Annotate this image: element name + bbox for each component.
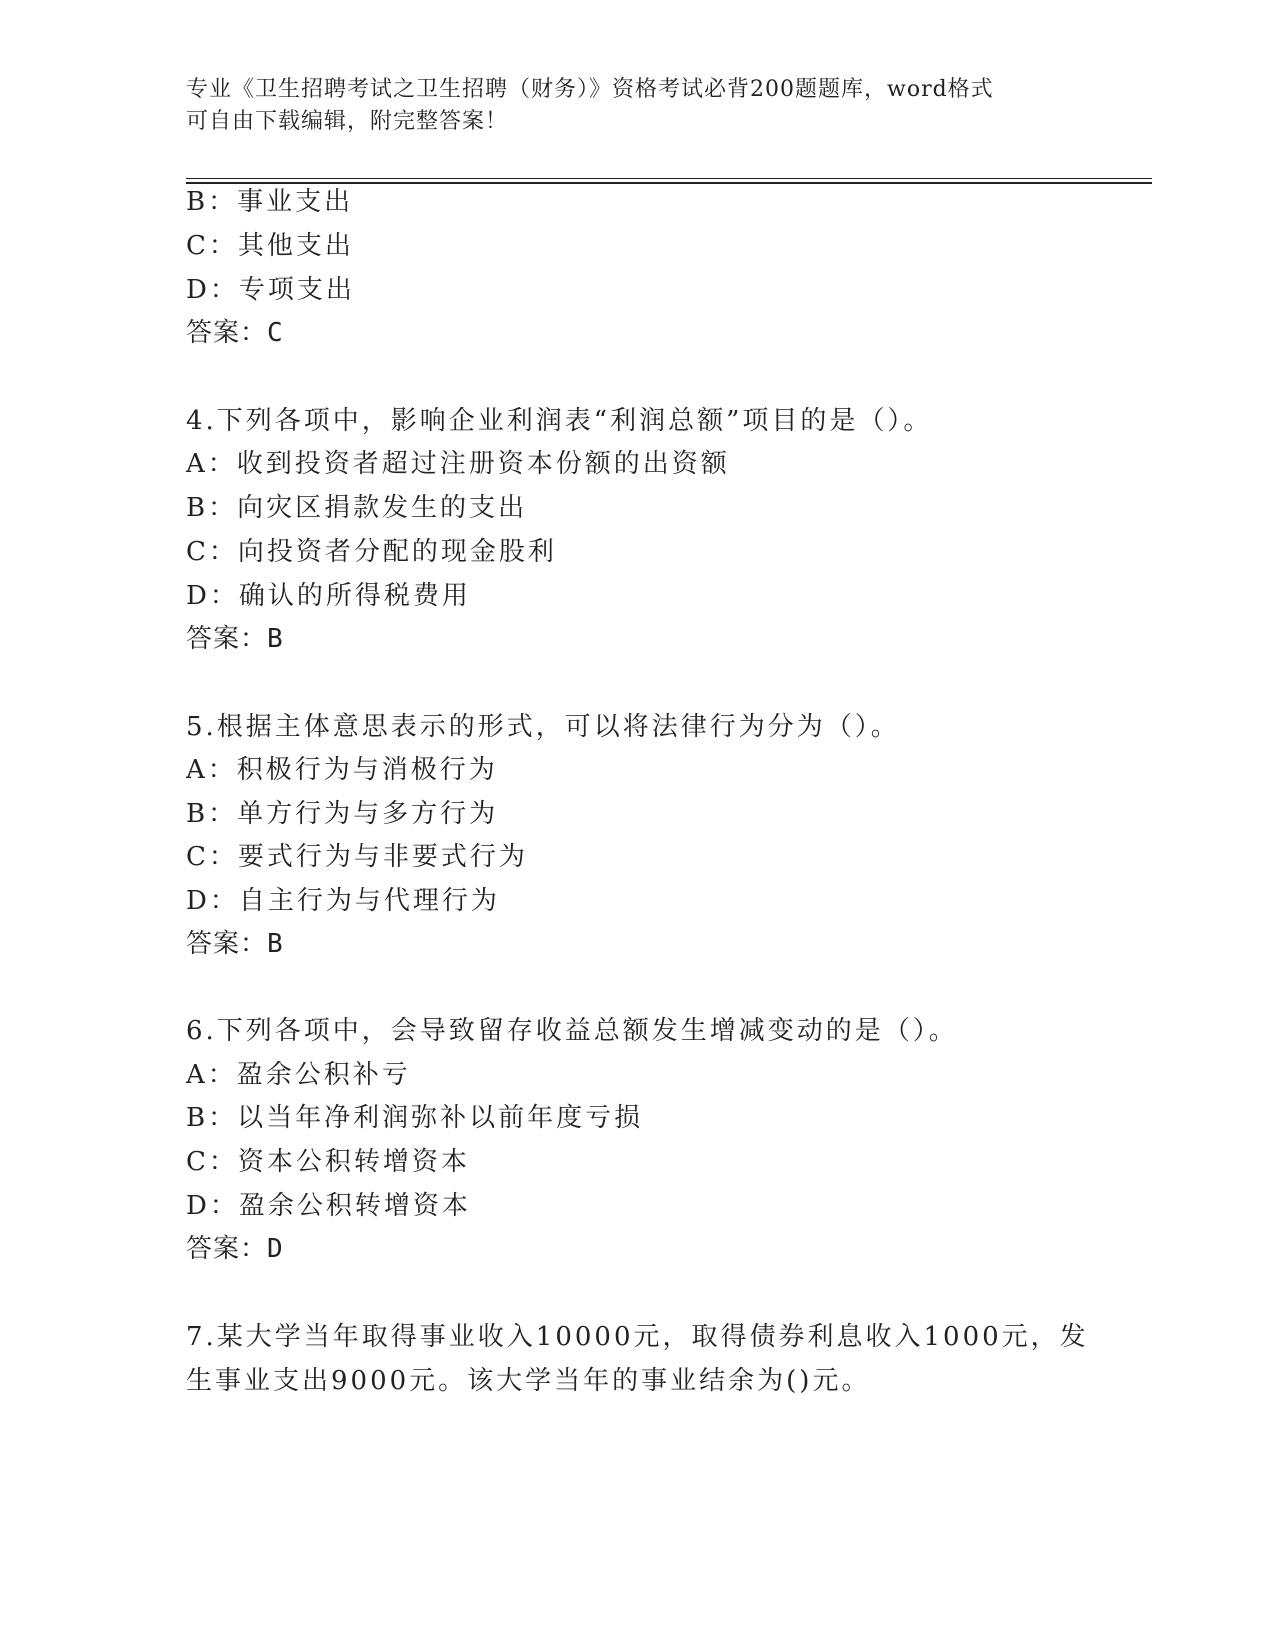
q4-question: 4.下列各项中，影响企业利润表“利润总额”项目的是（）。 bbox=[186, 406, 933, 436]
answer-label: 答案： bbox=[186, 318, 268, 348]
q5-option-d: D：自主行为与代理行为 bbox=[186, 886, 500, 916]
q4-option-d: D：确认的所得税费用 bbox=[186, 581, 471, 611]
header-divider-thick bbox=[186, 182, 1152, 184]
header-line-2: 可自由下载编辑，附完整答案！ bbox=[186, 109, 509, 134]
answer-label: 答案： bbox=[186, 929, 268, 959]
answer-value: D bbox=[267, 1234, 284, 1264]
header-divider-thin bbox=[186, 178, 1152, 179]
q5-option-c: C：要式行为与非要式行为 bbox=[186, 842, 528, 872]
q7-question-line-2: 生事业支出9000元。该大学当年的事业结余为()元。 bbox=[186, 1366, 871, 1396]
q7-question-line-1: 7.某大学当年取得事业收入10000元，取得债券利息收入1000元，发 bbox=[186, 1322, 1089, 1352]
q4-option-a: A：收到投资者超过注册资本份额的出资额 bbox=[186, 449, 730, 479]
q6-answer bbox=[186, 1232, 284, 1266]
answer-label: 答案： bbox=[186, 1234, 268, 1264]
answer-value: B bbox=[267, 624, 284, 654]
q4-option-b: B：向灾区捐款发生的支出 bbox=[186, 493, 528, 523]
answer-value: C bbox=[267, 318, 284, 348]
header-line-1: 专业《卫生招聘考试之卫生招聘（财务）》资格考试必背200题题库，word格式 bbox=[186, 77, 994, 102]
q5-answer bbox=[186, 927, 284, 961]
q4-option-c: C：向投资者分配的现金股利 bbox=[186, 537, 557, 567]
q4-answer bbox=[186, 622, 284, 656]
answer-value: B bbox=[267, 929, 284, 959]
answer-label: 答案： bbox=[186, 624, 268, 654]
q6-option-c: C：资本公积转增资本 bbox=[186, 1147, 470, 1177]
q6-option-b: B：以当年净利润弥补以前年度亏损 bbox=[186, 1103, 644, 1133]
q3-option-d: D：专项支出 bbox=[186, 275, 355, 305]
q6-option-a: A：盈余公积补亏 bbox=[186, 1060, 411, 1090]
document-header bbox=[186, 74, 1086, 138]
q3-option-c: C：其他支出 bbox=[186, 231, 354, 261]
q5-option-a: A：积极行为与消极行为 bbox=[186, 755, 498, 785]
q3-answer bbox=[186, 316, 284, 350]
q3-option-b: B：事业支出 bbox=[186, 187, 354, 217]
q6-question: 6.下列各项中，会导致留存收益总额发生增减变动的是（）。 bbox=[186, 1016, 958, 1046]
q5-option-b: B：单方行为与多方行为 bbox=[186, 799, 499, 829]
q6-option-d: D：盈余公积转增资本 bbox=[186, 1191, 471, 1221]
q5-question: 5.根据主体意思表示的形式，可以将法律行为分为（）。 bbox=[186, 712, 900, 742]
